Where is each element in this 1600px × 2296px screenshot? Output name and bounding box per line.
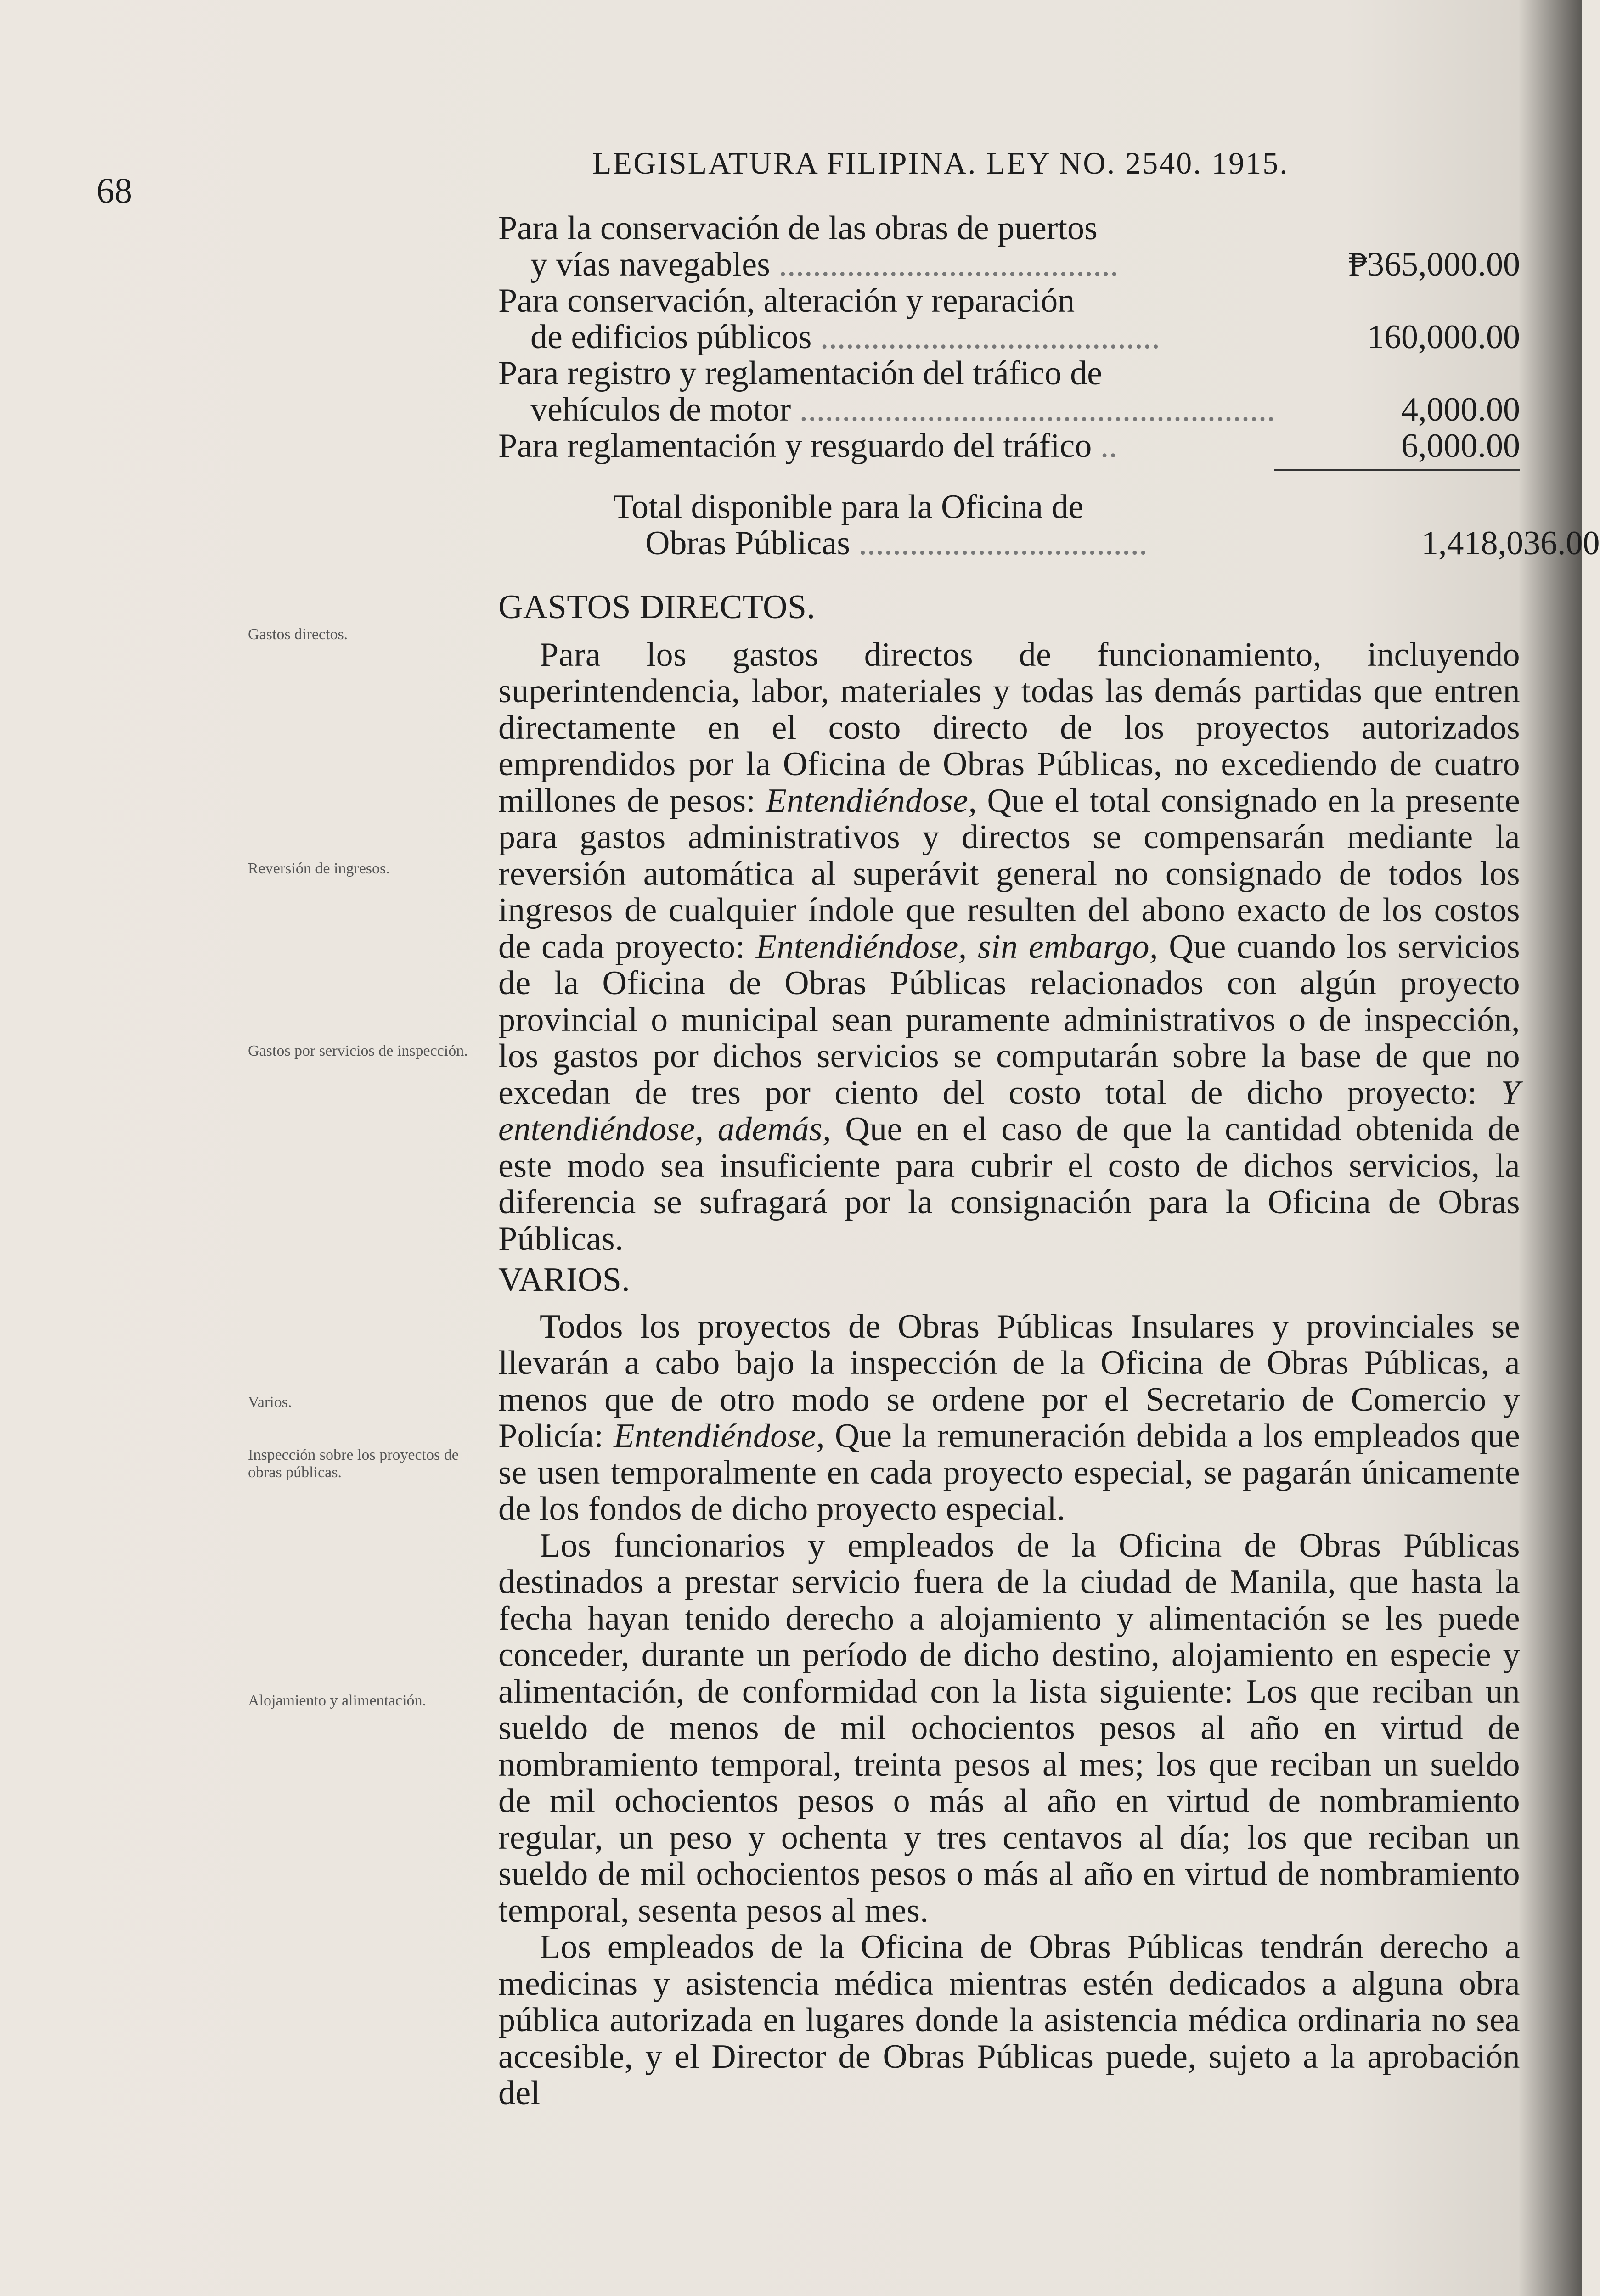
main-text xyxy=(498,209,1600,2112)
appropriation-row: Para reglamentación y resguardo del tráfico .. 6,000.00 xyxy=(498,427,1520,465)
row-amount: 4,000.00 xyxy=(1401,391,1520,428)
running-head: LEGISLATURA FILIPINA. LEY NO. 2540. 1915. xyxy=(592,146,1289,180)
row-label: y vías navegables xyxy=(530,246,770,283)
row-amount: ₱365,000.00 xyxy=(1348,246,1520,283)
row-amount: 160,000.00 xyxy=(1367,318,1520,356)
margin-note-reversion: Reversión de ingresos. xyxy=(248,860,390,877)
section-heading-varios: VARIOS. xyxy=(498,1261,631,1299)
row-amount: 6,000.00 xyxy=(1401,427,1520,465)
section-heading-gastos: GASTOS DIRECTOS. xyxy=(498,588,816,626)
row-label: Para reglamentación y resguardo del tráfico xyxy=(498,427,1092,465)
appropriation-row xyxy=(498,210,1520,247)
row-label: vehículos de motor xyxy=(530,391,791,428)
paragraph-medicinas: Los empleados de la Oficina de Obras Públicas tendrán derecho a medicinas y asistencia médica mientras estén dedicados a alguna obra pública autorizada en lugares donde la asistencia médica ordinaria no sea accesible, y el Director de Obras Públicas puede, sujeto a la aprobación del xyxy=(498,1928,1520,2112)
margin-note-gastos: Gastos directos. xyxy=(248,626,348,643)
row-label: Para conservación, alteración y reparación xyxy=(498,282,1075,320)
paragraph-gastos: Para los gastos directos de funcionamiento, incluyendo superintendencia, labor, materiales y todas las demás partidas que entren directamente en el costo directo de los proyectos autorizados emprendidos por la Oficina de Obras Públicas, no excediendo de cuatro millones de pesos: Entendiéndose, Que el total consignado en la presente para gastos administrativos y directos se compensarán mediante la reversión automática al superávit general no consignado de todos los ingresos de cualquier índole que resulten del abono exacto de los costos de cada proyecto: Entendiéndose, sin embargo, Que cuando los servicios de la Oficina de Obras Públicas relacionados con algún proyecto provincial o municipal sean puramente administrativos o de inspección, los gastos por dichos servicios se computarán sobre la base de que no excedan de tres por ciento del costo total de dicho proyecto: Y entendiéndose, además, Que en el caso de que la cantidad obtenida de este modo sea insuficiente para cubrir el costo de dichos servicios, la diferencia se sufragará por la consignación para la Oficina de Obras Públicas. xyxy=(498,636,1520,1258)
appropriation-row: vehículos de motor ........................................................ 4,000.00 xyxy=(530,391,1520,428)
page-number: 68 xyxy=(96,170,132,210)
appropriation-row: y vías navegables ........................................ ₱365,000.00 xyxy=(530,246,1520,283)
margin-note-alojamiento: Alojamiento y alimentación. xyxy=(248,1692,427,1709)
appropriation-table xyxy=(498,209,1600,562)
margin-note-inspeccion: Inspección sobre los proyectos de obras públicas. xyxy=(248,1446,459,1481)
paragraph-alojamiento: Los funcionarios y empleados de la Oficina de Obras Públicas destinados a prestar servicio fuera de la ciudad de Manila, que hasta la fecha hayan tenido derecho a alojamiento y alimentación se les puede conceder, durante un período de dicho destino, alojamiento en especie y alimentación, de conformidad con la lista siguiente: Los que reciban un sueldo de menos de mil ochocientos pesos al año en virtud de nombramiento temporal, treinta pesos al mes; los que reciban un sueldo de mil ochocientos pesos o más al año en virtud de nombramiento regular, un peso y ochenta y tres centavos al día; los que reciban un sueldo de mil ochocientos pesos o más al año en virtud de nombramiento temporal, sesenta pesos al mes. xyxy=(498,1526,1520,1930)
total-rule xyxy=(1274,469,1520,471)
total-label: Obras Públicas xyxy=(645,524,850,562)
paragraph-varios: Todos los proyectos de Obras Públicas Insulares y provinciales se llevarán a cabo bajo la inspección de la Oficina de Obras Públicas, a menos que de otro modo se ordene por el Secretario de Comercio y Policía: Entendiéndose, Que la remuneración debida a los empleados que se usen temporalmente en cada proyecto especial, se pagarán únicamente de los fondos de dicho proyecto especial. xyxy=(498,1307,1520,1528)
appropriation-row: de edificios públicos ........................................ 160,000.00 xyxy=(530,318,1520,356)
row-label: Para registro y reglamentación del tráfico de xyxy=(498,355,1102,392)
total-row: Obras Públicas .................................. 1,418,036.00 xyxy=(645,524,1600,562)
appropriation-row xyxy=(498,355,1520,392)
appropriation-row xyxy=(498,283,1520,319)
total-row xyxy=(498,489,1520,525)
total-amount: 1,418,036.00 xyxy=(1421,524,1600,562)
total-label: Total disponible para la Oficina de xyxy=(613,488,1084,526)
margin-note-servicios: Gastos por servicios de inspección. xyxy=(248,1042,468,1059)
margin-note-varios: Varios. xyxy=(248,1394,292,1411)
row-label: de edificios públicos xyxy=(530,318,812,356)
row-label: Para la conservación de las obras de puertos xyxy=(498,209,1098,247)
